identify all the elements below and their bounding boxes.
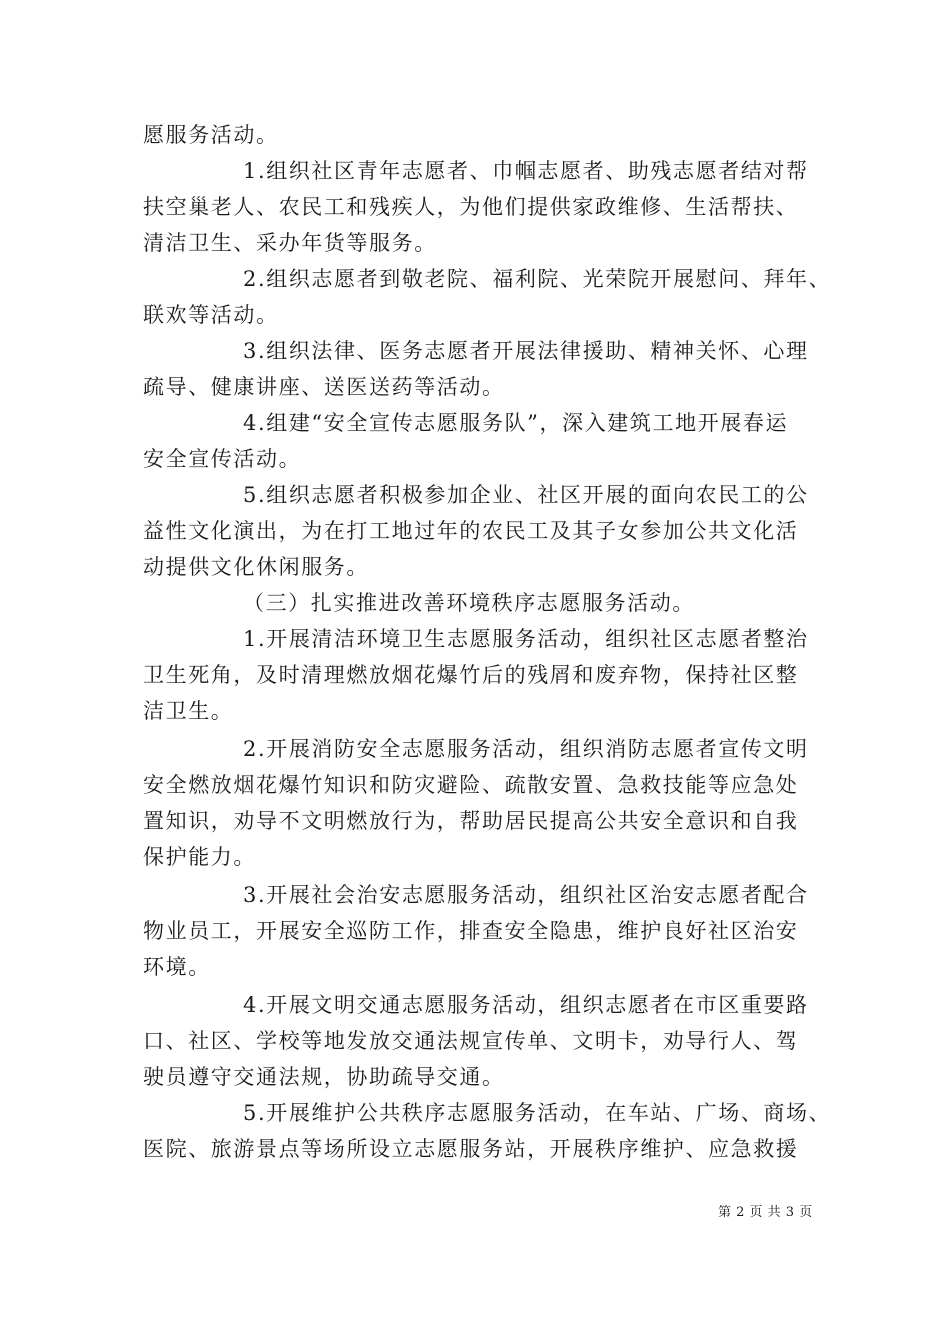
text-line: 3.组织法律、医务志愿者开展法律援助、精神关怀、心理	[243, 339, 809, 363]
text-line: 卫生死角，及时清理燃放烟花爆竹后的残屑和废弃物，保持社区整	[143, 663, 799, 687]
text-line: 益性文化演出，为在打工地过年的农民工及其子女参加公共文化活	[143, 519, 799, 543]
text-line: 洁卫生。	[143, 699, 234, 723]
text-line: 口、社区、学校等地发放交通法规宣传单、文明卡，劝导行人、驾	[143, 1029, 799, 1053]
text-line: 2.组织志愿者到敬老院、福利院、光荣院开展慰问、拜年、	[243, 267, 832, 291]
text-line: 安全宣传活动。	[143, 447, 302, 471]
text-line: 愿服务活动。	[143, 123, 279, 147]
text-line: 动提供文化休闲服务。	[143, 555, 369, 579]
page-number-footer: 第 2 页 共 3 页	[718, 1205, 813, 1220]
text-line: 4.开展文明交通志愿服务活动，组织志愿者在市区重要路	[243, 993, 809, 1017]
text-line: 1.开展清洁环境卫生志愿服务活动，组织社区志愿者整治	[243, 627, 809, 651]
text-line: 4.组建“安全宣传志愿服务队”，深入建筑工地开展春运	[243, 411, 789, 435]
text-line: 2.开展消防安全志愿服务活动，组织消防志愿者宣传文明	[243, 737, 809, 761]
text-line: 1.组织社区青年志愿者、巾帼志愿者、助残志愿者结对帮	[243, 159, 809, 183]
text-line: 保护能力。	[143, 845, 256, 869]
text-line: 扶空巢老人、农民工和残疾人，为他们提供家政维修、生活帮扶、	[143, 195, 799, 219]
text-line: 5.开展维护公共秩序志愿服务活动，在车站、广场、商场、	[243, 1101, 832, 1125]
section-heading: （三）扎实推进改善环境秩序志愿服务活动。	[243, 591, 695, 615]
text-line: 环境。	[143, 955, 211, 979]
text-line: 5.组织志愿者积极参加企业、社区开展的面向农民工的公	[243, 483, 809, 507]
text-line: 3.开展社会治安志愿服务活动，组织社区治安志愿者配合	[243, 883, 809, 907]
text-line: 医院、旅游景点等场所设立志愿服务站，开展秩序维护、应急救援	[143, 1137, 799, 1161]
text-line: 物业员工，开展安全巡防工作，排查安全隐患，维护良好社区治安	[143, 919, 799, 943]
text-line: 清洁卫生、采办年货等服务。	[143, 231, 437, 255]
text-line: 联欢等活动。	[143, 303, 279, 327]
text-line: 安全燃放烟花爆竹知识和防灾避险、疏散安置、急救技能等应急处	[143, 773, 799, 797]
text-line: 驶员遵守交通法规，协助疏导交通。	[143, 1065, 505, 1089]
document-body	[143, 117, 832, 1167]
text-line: 置知识，劝导不文明燃放行为，帮助居民提高公共安全意识和自我	[143, 809, 799, 833]
text-line: 疏导、健康讲座、送医送药等活动。	[143, 375, 505, 399]
